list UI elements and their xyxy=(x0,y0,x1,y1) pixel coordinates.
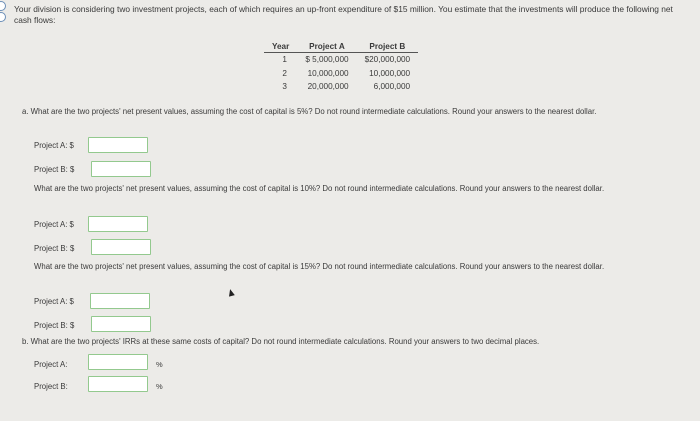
left-edge-circle-2 xyxy=(0,12,6,22)
input-npv-a-15[interactable] xyxy=(90,293,150,309)
label-project-b-15: Project B: $ xyxy=(34,321,75,330)
problem-intro: Your division is considering two investment projects, each of which requires an up-front expenditure of $15 million. You estimate that the investments will produce the following net cash flows: xyxy=(14,4,673,25)
col-project-b: Project B xyxy=(357,42,419,53)
table-row: 1 $ 5,000,000 $20,000,000 xyxy=(282,55,411,64)
input-npv-a-10[interactable] xyxy=(88,216,148,232)
col-year: Year xyxy=(264,42,297,53)
input-irr-b[interactable] xyxy=(88,376,148,392)
label-irr-b: Project B: xyxy=(34,382,68,391)
question-irr: b. What are the two projects' IRRs at these same costs of capital? Do not round intermediate calculations. Round your answers to two decimal places. xyxy=(22,337,540,346)
input-npv-b-5[interactable] xyxy=(91,161,151,177)
mouse-cursor xyxy=(227,288,235,296)
table-row: 3 20,000,000 6,000,000 xyxy=(282,82,411,91)
input-npv-b-10[interactable] xyxy=(91,239,151,255)
table-row: 2 10,000,000 10,000,000 xyxy=(282,68,411,78)
question-npv-10: What are the two projects' net present values, assuming the cost of capital is 10%? Do not round intermediate calculations. Round your answers to the nearest dollar. xyxy=(34,184,605,193)
input-npv-a-5[interactable] xyxy=(88,137,148,153)
cash-flow-table xyxy=(264,42,418,94)
percent-a: % xyxy=(156,360,163,369)
label-project-b-5: Project B: $ xyxy=(34,165,75,174)
input-irr-a[interactable] xyxy=(88,354,148,370)
percent-b: % xyxy=(156,382,163,391)
label-project-a-10: Project A: $ xyxy=(34,220,74,229)
input-npv-b-15[interactable] xyxy=(91,316,151,332)
label-project-a-15: Project A: $ xyxy=(34,297,74,306)
question-npv-15: What are the two projects' net present values, assuming the cost of capital is 15%? Do not round intermediate calculations. Round your answers to the nearest dollar. xyxy=(34,262,605,271)
left-edge-circle-1 xyxy=(0,1,6,11)
label-irr-a: Project A: xyxy=(34,360,68,369)
label-project-b-10: Project B: $ xyxy=(34,244,75,253)
question-npv-5: a. What are the two projects' net present values, assuming the cost of capital is 5%? Do not round intermediate calculations. Round your answers to the nearest dollar. xyxy=(22,107,597,116)
col-project-a: Project A xyxy=(297,42,356,53)
label-project-a-5: Project A: $ xyxy=(34,141,74,150)
